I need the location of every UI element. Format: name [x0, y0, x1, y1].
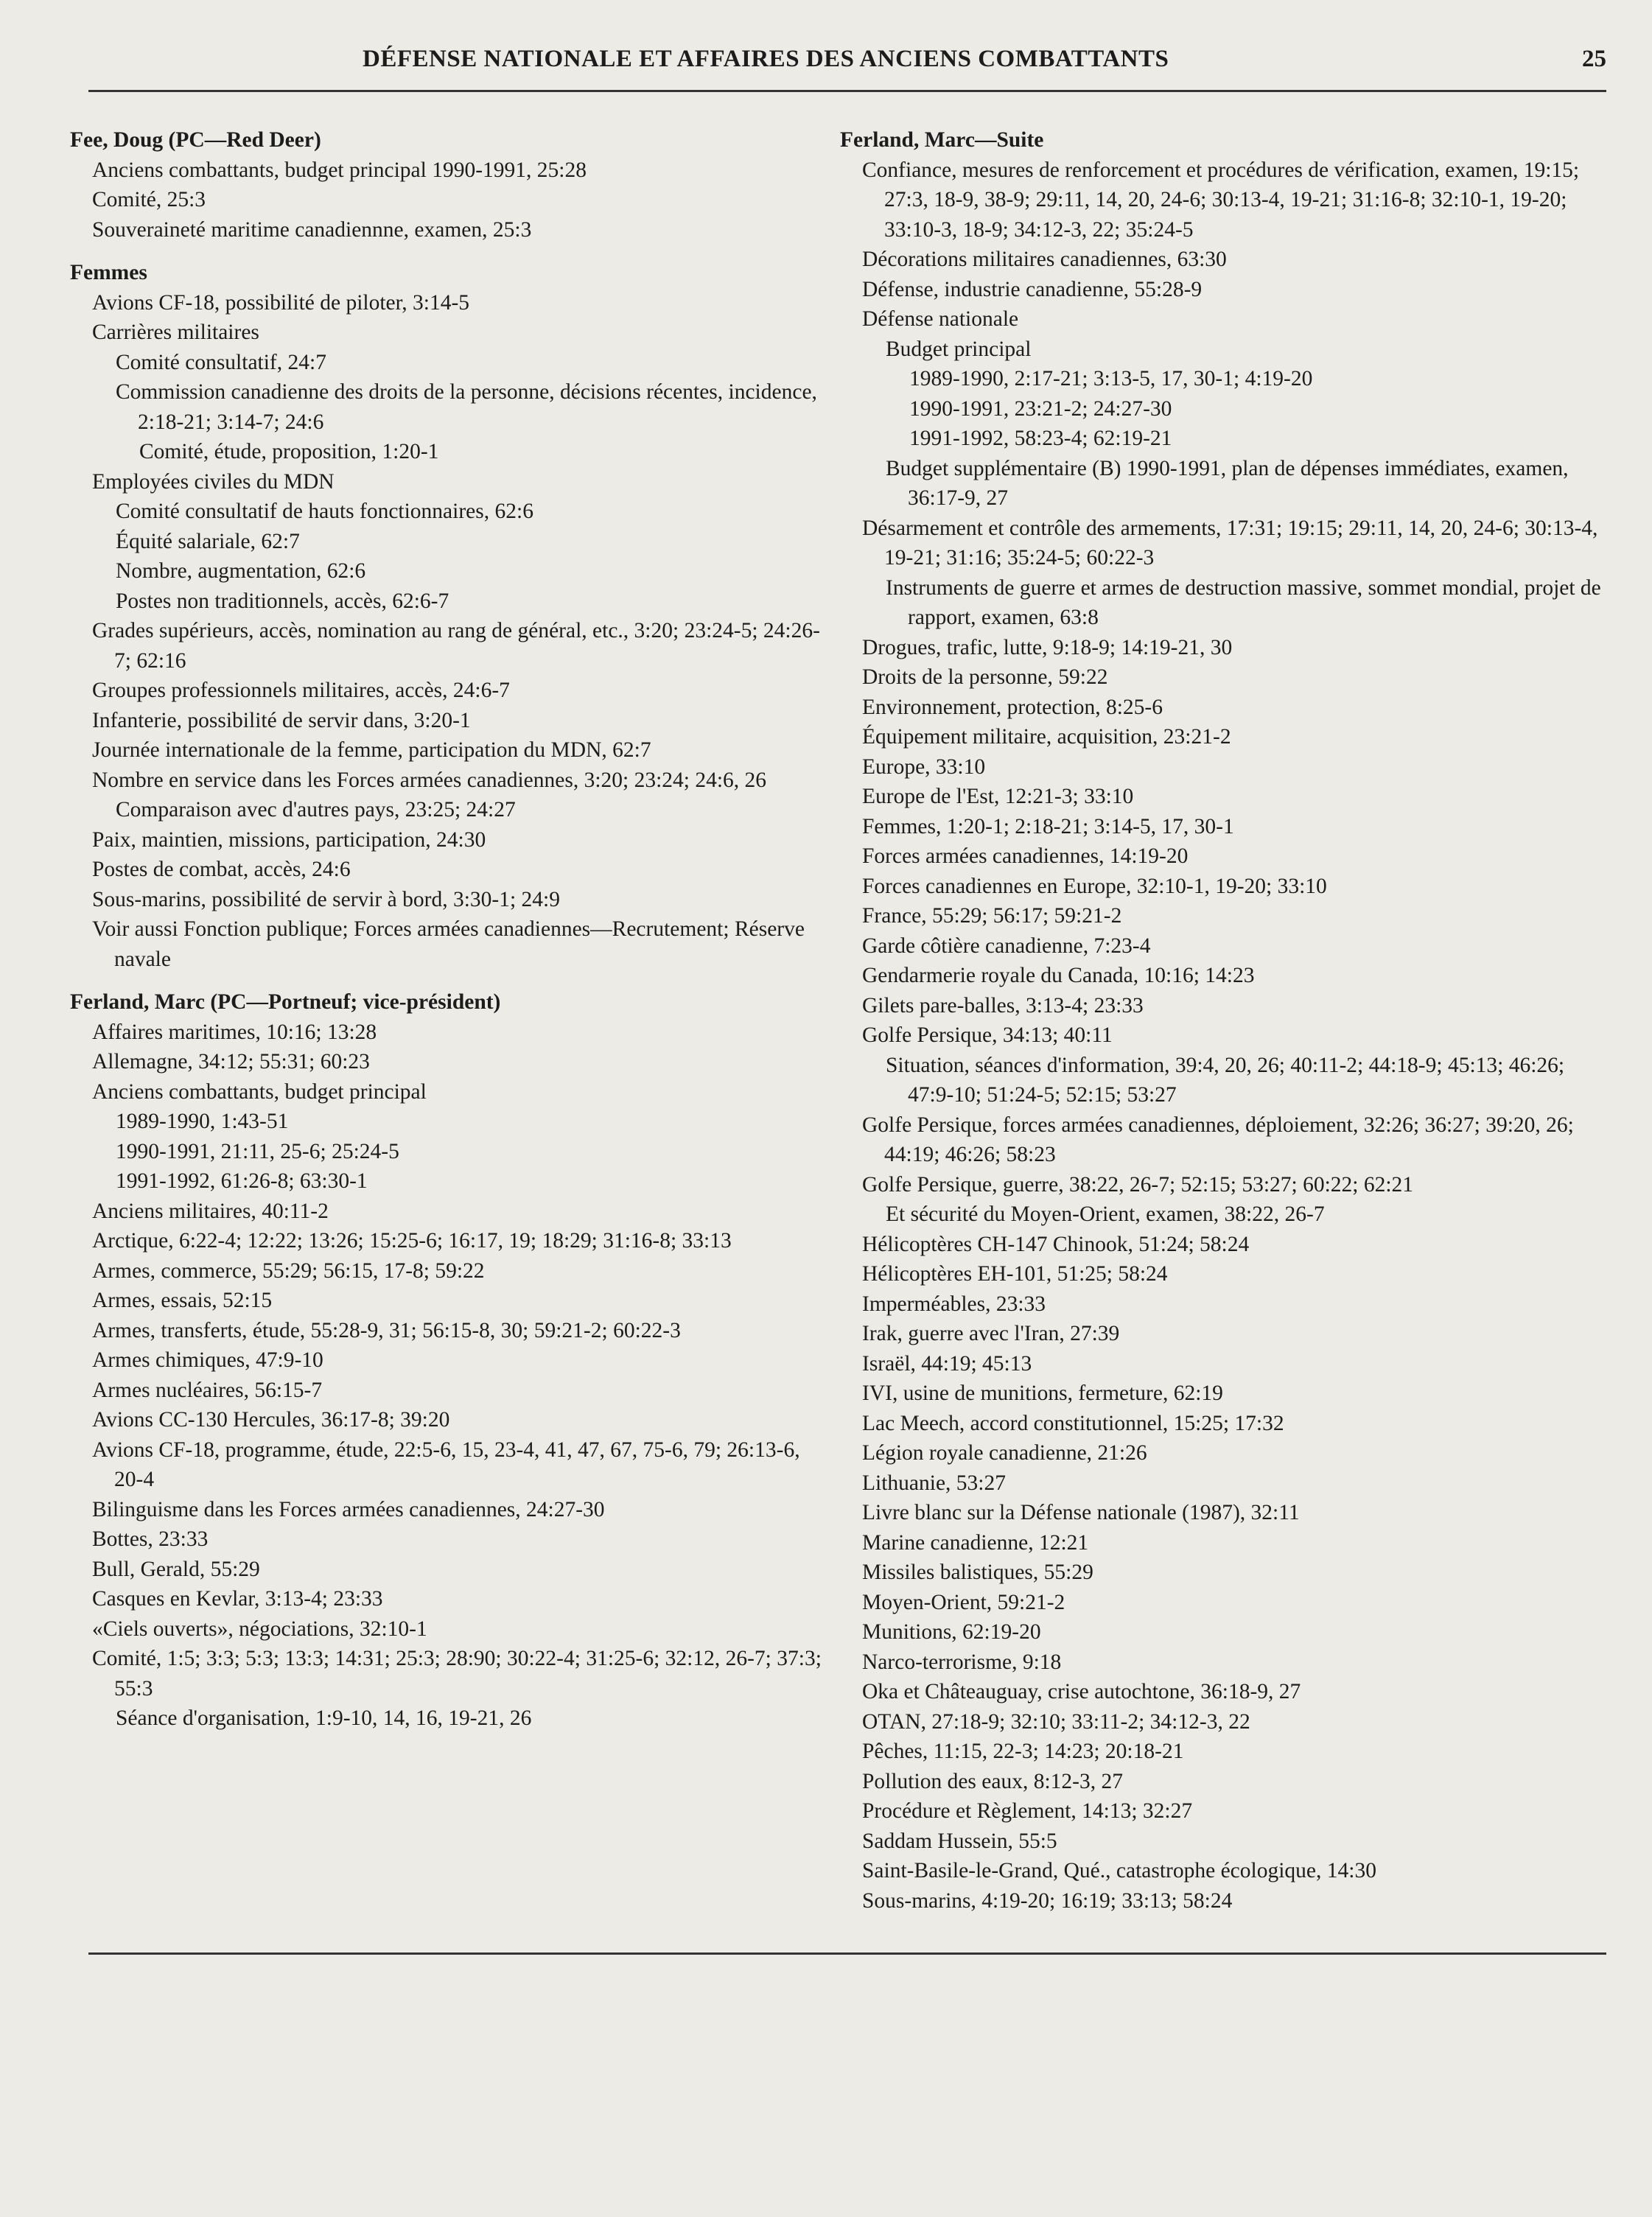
index-entry: Infanterie, possibilité de servir dans, 3:20-1 — [92, 708, 471, 732]
index-entry: Défense nationale — [862, 307, 1019, 331]
index-entry: Droits de la personne, 59:22 — [862, 665, 1108, 689]
index-entry: Europe, 33:10 — [862, 754, 986, 779]
index-entry: Instruments de guerre et armes de destruction massive, sommet mondial, projet de rapport, examen, 63:8 — [886, 575, 1601, 629]
index-entry: Armes chimiques, 47:9-10 — [92, 1348, 323, 1372]
index-entry: Comité, étude, proposition, 1:20-1 — [139, 440, 439, 463]
index-entry: Budget supplémentaire (B) 1990-1991, plan de dépenses immédiates, examen, 36:17-9, 27 — [886, 456, 1569, 510]
index-entry: Anciens militaires, 40:11-2 — [92, 1199, 329, 1223]
index-entry: Hélicoptères CH-147 Chinook, 51:24; 58:24 — [862, 1232, 1250, 1256]
index-entry: Décorations militaires canadiennes, 63:30 — [862, 248, 1227, 271]
index-entry: 1989-1990, 1:43-51 — [116, 1110, 289, 1133]
index-entry: Garde côtière canadienne, 7:23-4 — [862, 934, 1151, 958]
index-column-left — [70, 125, 822, 1734]
index-entry: Forces armées canadiennes, 14:19-20 — [862, 844, 1189, 868]
index-entry: Saint-Basile-le-Grand, Qué., catastrophe écologique, 14:30 — [862, 1859, 1376, 1882]
index-entry: 1990-1991, 23:21-2; 24:27-30 — [909, 396, 1172, 421]
index-entry: Situation, séances d'information, 39:4, 20, 26; 40:11-2; 44:18-9; 45:13; 46:26; 47:9-10; 51:24-5; 52:15; 53:27 — [886, 1053, 1565, 1107]
index-entry: Femmes, 1:20-1; 2:18-21; 3:14-5, 17, 30-1 — [862, 814, 1234, 838]
index-entry: Séance d'organisation, 1:9-10, 14, 16, 19-21, 26 — [116, 1706, 532, 1730]
index-entry: Casques en Kevlar, 3:13-4; 23:33 — [92, 1587, 383, 1611]
index-entry: Comité, 25:3 — [92, 188, 206, 211]
index-entry: Israël, 44:19; 45:13 — [862, 1351, 1032, 1376]
index-entry: Équité salariale, 62:7 — [116, 529, 300, 553]
index-entry: Munitions, 62:19-20 — [862, 1620, 1041, 1644]
index-entry: Voir aussi Fonction publique; Forces armées canadiennes—Recrutement; Réserve navale — [92, 917, 805, 971]
index-entry: Comparaison avec d'autres pays, 23:25; 24:27 — [116, 798, 516, 822]
index-entry: Pêches, 11:15, 22-3; 14:23; 20:18-21 — [862, 1740, 1184, 1763]
index-entry: Postes de combat, accès, 24:6 — [92, 858, 351, 881]
index-entry: 1991-1992, 61:26-8; 63:30-1 — [116, 1169, 368, 1193]
index-entry: Budget principal — [886, 337, 1032, 361]
index-entry: Comité, 1:5; 3:3; 5:3; 13:3; 14:31; 25:3; 28:90; 30:22-4; 31:25-6; 32:12, 26-7; 37:3; 55:3 — [92, 1647, 822, 1701]
index-entry: Désarmement et contrôle des armements, 17:31; 19:15; 29:11, 14, 20, 24-6; 30:13-4, 19-21; 31:16; 35:24-5; 60:22-3 — [862, 516, 1598, 570]
index-entry: Moyen-Orient, 59:21-2 — [862, 1590, 1065, 1614]
index-entry: Armes nucléaires, 56:15-7 — [92, 1378, 323, 1402]
index-entry: Lac Meech, accord constitutionnel, 15:25; 17:32 — [862, 1411, 1284, 1435]
index-entry: Gendarmerie royale du Canada, 10:16; 14:23 — [862, 964, 1255, 987]
index-heading: Femmes — [70, 261, 147, 284]
index-entry: Armes, commerce, 55:29; 56:15, 17-8; 59:22 — [92, 1258, 485, 1283]
index-entry: Affaires maritimes, 10:16; 13:28 — [92, 1020, 377, 1044]
index-entry: Golfe Persique, 34:13; 40:11 — [862, 1023, 1113, 1047]
index-entry: Missiles balistiques, 55:29 — [862, 1561, 1093, 1584]
index-entry: «Ciels ouverts», négociations, 32:10-1 — [92, 1617, 427, 1641]
index-column-right — [840, 125, 1606, 1916]
index-heading: Fee, Doug (PC—Red Deer) — [70, 128, 321, 152]
index-entry: Et sécurité du Moyen-Orient, examen, 38:22, 26-7 — [886, 1202, 1325, 1226]
index-entry: Armes, transferts, étude, 55:28-9, 31; 56:15-8, 30; 59:21-2; 60:22-3 — [92, 1318, 681, 1342]
index-entry: Oka et Châteauguay, crise autochtone, 36:18-9, 27 — [862, 1680, 1301, 1703]
index-entry: Grades supérieurs, accès, nomination au rang de général, etc., 3:20; 23:24-5; 24:26-7; 62:16 — [92, 619, 820, 673]
index-entry: Avions CF-18, programme, étude, 22:5-6, 15, 23-4, 41, 47, 67, 75-6, 79; 26:13-6, 20-4 — [92, 1437, 800, 1491]
index-entry: Avions CC-130 Hercules, 36:17-8; 39:20 — [92, 1408, 450, 1432]
page-header — [88, 46, 1606, 90]
index-entry: Livre blanc sur la Défense nationale (1987), 32:11 — [862, 1501, 1300, 1524]
index-heading: Ferland, Marc (PC—Portneuf; vice-président) — [70, 990, 501, 1014]
index-entry: Comité consultatif, 24:7 — [116, 350, 326, 374]
index-entry: Confiance, mesures de renforcement et procédures de vérification, examen, 19:15; 27:3, 18-9, 38-9; 29:11, 14, 20, 24-6; 30:13-4, 19-21; 31:16-8; 32:10-1, 19-20; 33:10-3, 18-9; 34:12-3, 22; 35:24-5 — [862, 158, 1580, 242]
index-entry: Employées civiles du MDN — [92, 469, 335, 494]
index-entry: Équipement militaire, acquisition, 23:21-2 — [862, 725, 1231, 749]
index-entry: Marine canadienne, 12:21 — [862, 1530, 1089, 1555]
index-entry: 1989-1990, 2:17-21; 3:13-5, 17, 30-1; 4:19-20 — [909, 367, 1313, 390]
index-entry: Postes non traditionnels, accès, 62:6-7 — [116, 589, 449, 613]
index-entry: Bottes, 23:33 — [92, 1527, 209, 1551]
index-entry: Allemagne, 34:12; 55:31; 60:23 — [92, 1050, 370, 1074]
index-entry: Golfe Persique, forces armées canadiennes, déploiement, 32:26; 36:27; 39:20, 26; 44:19; 46:26; 58:23 — [862, 1113, 1574, 1166]
index-entry: Forces canadiennes en Europe, 32:10-1, 19-20; 33:10 — [862, 874, 1327, 898]
index-entry: Sous-marins, possibilité de servir à bord, 3:30-1; 24:9 — [92, 887, 560, 911]
index-heading: Ferland, Marc—Suite — [840, 128, 1044, 152]
index-entry: Lithuanie, 53:27 — [862, 1471, 1006, 1495]
index-entry: Légion royale canadienne, 21:26 — [862, 1441, 1147, 1465]
index-entry: Groupes professionnels militaires, accès, 24:6-7 — [92, 679, 510, 702]
index-entry: Comité consultatif de hauts fonctionnaires, 62:6 — [116, 500, 533, 523]
index-entry: Journée internationale de la femme, participation du MDN, 62:7 — [92, 738, 651, 762]
index-entry: Pollution des eaux, 8:12-3, 27 — [862, 1769, 1123, 1793]
index-entry: Carrières militaires — [92, 321, 259, 344]
index-entry: Arctique, 6:22-4; 12:22; 13:26; 15:25-6; 16:17, 19; 18:29; 31:16-8; 33:13 — [92, 1229, 732, 1253]
index-entry: Souveraineté maritime canadiennne, examen, 25:3 — [92, 217, 532, 242]
index-entry: Avions CF-18, possibilité de piloter, 3:14-5 — [92, 290, 470, 315]
index-entry: Commission canadienne des droits de la personne, décisions récentes, incidence, 2:18-21; 3:14-7; 24:6 — [116, 380, 817, 434]
index-entry: Narco-terrorisme, 9:18 — [862, 1650, 1062, 1674]
index-entry: Défense, industrie canadienne, 55:28-9 — [862, 277, 1203, 301]
bottom-rule — [88, 1952, 1606, 1955]
index-entry: France, 55:29; 56:17; 59:21-2 — [862, 904, 1122, 928]
index-entry: Europe de l'Est, 12:21-3; 33:10 — [862, 785, 1134, 808]
index-entry: Procédure et Règlement, 14:13; 32:27 — [862, 1799, 1193, 1823]
index-entry: Drogues, trafic, lutte, 9:18-9; 14:19-21, 30 — [862, 635, 1233, 659]
index-entry: Anciens combattants, budget principal — [92, 1079, 427, 1104]
index-entry: Environnement, protection, 8:25-6 — [862, 695, 1163, 719]
index-entry: Imperméables, 23:33 — [862, 1292, 1046, 1316]
index-entry: Anciens combattants, budget principal 1990-1991, 25:28 — [92, 158, 587, 182]
index-entry: Hélicoptères EH-101, 51:25; 58:24 — [862, 1262, 1168, 1286]
index-entry: Gilets pare-balles, 3:13-4; 23:33 — [862, 993, 1144, 1018]
top-rule — [88, 90, 1606, 92]
index-entry: Bilinguisme dans les Forces armées canadiennes, 24:27-30 — [92, 1497, 605, 1521]
index-entry: 1990-1991, 21:11, 25-6; 25:24-5 — [116, 1139, 399, 1163]
index-entry: Paix, maintien, missions, participation, 24:30 — [92, 827, 486, 852]
index-entry: Irak, guerre avec l'Iran, 27:39 — [862, 1322, 1120, 1345]
index-entry: Nombre, augmentation, 62:6 — [116, 559, 366, 583]
index-entry: Saddam Hussein, 55:5 — [862, 1829, 1057, 1853]
index-entry: OTAN, 27:18-9; 32:10; 33:11-2; 34:12-3, 22 — [862, 1709, 1250, 1734]
index-entry: Bull, Gerald, 55:29 — [92, 1557, 260, 1581]
running-title: DÉFENSE NATIONALE ET AFFAIRES DES ANCIENS COMBATTANTS — [363, 46, 1169, 72]
index-entry: 1991-1992, 58:23-4; 62:19-21 — [909, 427, 1172, 450]
index-entry: Sous-marins, 4:19-20; 16:19; 33:13; 58:24 — [862, 1888, 1233, 1913]
index-entry: IVI, usine de munitions, fermeture, 62:19 — [862, 1381, 1223, 1405]
index-entry: Golfe Persique, guerre, 38:22, 26-7; 52:15; 53:27; 60:22; 62:21 — [862, 1172, 1414, 1197]
page-number: 25 — [1582, 46, 1606, 72]
index-entry: Nombre en service dans les Forces armées canadiennes, 3:20; 23:24; 24:6, 26 — [92, 768, 767, 792]
index-entry: Armes, essais, 52:15 — [92, 1289, 273, 1312]
